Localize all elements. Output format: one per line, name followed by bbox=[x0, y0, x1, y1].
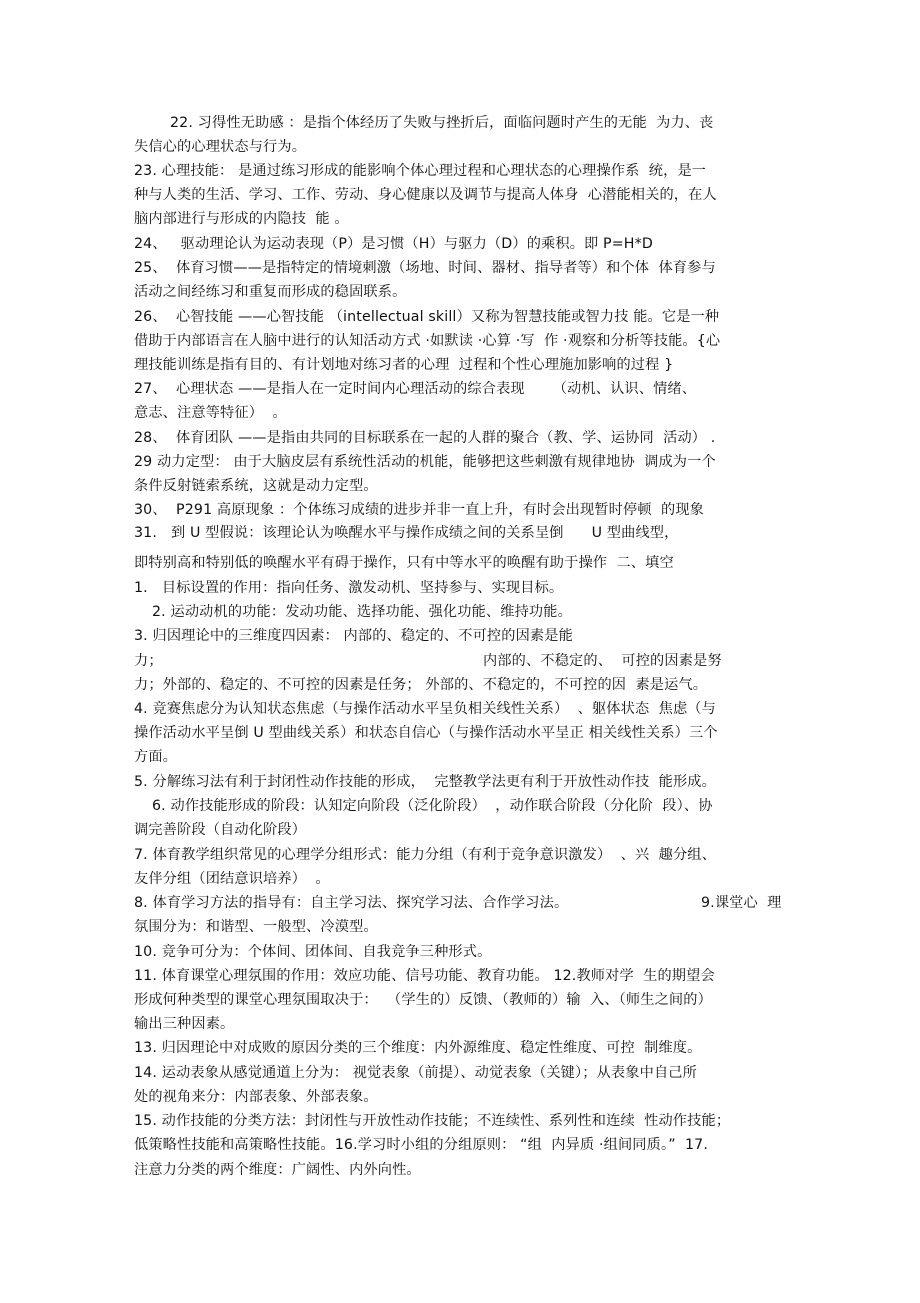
text-line: 8. 体育学习方法的指导有：自主学习法、探究学习法、合作学习法。 bbox=[134, 895, 569, 911]
text-line: 24、 驱动理论认为运动表现（P）是习惯（H）与驱力（D）的乘积。即 P=H*D bbox=[134, 236, 653, 252]
text-line: 27、 心理状态 ——是指人在一定时间内心理活动的综合表现 （动机、认识、情绪、 bbox=[134, 381, 697, 397]
text-line: 1. 目标设置的作用：指向任务、激发动机、坚持参与、实现目标。 bbox=[134, 580, 564, 596]
text-line: 种与人类的生活、学习、工作、劳动、身心健康以及调节与提高人体身 心潜能相关的，在人 bbox=[134, 187, 717, 203]
text-line: 22. 习得性无助感 ：是指个体经历了失败与挫折后，面临问题时产生的无能 为力、丧 bbox=[170, 115, 714, 131]
text-line: 形成何种类型的课堂心理氛围取决于： （学生的）反馈、（教师的）输 入、（师生之间的） bbox=[134, 992, 712, 1008]
text-line: 意志、注意等特征） 。 bbox=[134, 405, 287, 421]
text-line: 操作活动水平呈倒 U 型曲线关系）和状态自信心（与操作活动水平呈正 相关线性关系）三个 bbox=[134, 725, 718, 741]
text-line: 内部的、不稳定的、 可控的因素是努 bbox=[483, 653, 722, 669]
text-line: 30、 P291 高原现象 ：个体练习成绩的进步并非一直上升，有时会出现暂时停顿 的现象 bbox=[134, 502, 705, 518]
text-line: 低策略性技能和高策略性技能。16.学习时小组的分组原则： “组 内异质 ·组间同质。” 17. bbox=[134, 1137, 709, 1153]
text-line: 力； bbox=[134, 653, 163, 669]
text-line: 3. 归因理论中的三维度四因素： 内部的、稳定的、不可控的因素是能 bbox=[134, 628, 573, 644]
text-line: 28、 体育团队 ——是指由共同的目标联系在一起的人群的聚合（教、学、运协同 活动） . bbox=[134, 430, 716, 446]
text-line: 25、 体育习惯——是指特定的情境刺激（场地、时间、器材、指导者等）和个体 体育参与 bbox=[134, 260, 716, 276]
text-line: 26、 心智技能 ——心智技能 （intellectual skill）又称为智慧技能或智力技 能。它是一种 bbox=[134, 309, 720, 325]
text-line: 输出三种因素。 bbox=[134, 1016, 235, 1032]
text-line: 处的视角来分：内部表象、外部表象。 bbox=[134, 1089, 378, 1105]
text-line: 氛围分为：和谐型、一般型、冷漠型。 bbox=[134, 919, 378, 935]
text-line: 即特别高和特别低的唤醒水平有碍于操作，只有中等水平的唤醒有助于操作 二、填空 bbox=[134, 555, 674, 571]
text-line: 10. 竞争可分为：个体间、团体间、自我竞争三种形式。 bbox=[134, 944, 492, 960]
text-line: 力；外部的、稳定的、不可控的因素是任务； 外部的、不稳定的，不可控的因 素是运气。 bbox=[134, 677, 708, 693]
text-line: 5. 分解练习法有利于封闭性动作技能的形成， 完整教学法更有利于开放性动作技 能形成。 bbox=[134, 774, 716, 790]
text-line: 7. 体育教学组织常见的心理学分组形式：能力分组（有利于竞争意识激发） 、兴 趣分组、 bbox=[134, 847, 716, 863]
text-line: 2. 运动动机的功能：发动功能、选择功能、强化功能、维持功能。 bbox=[152, 604, 572, 620]
text-line: 注意力分类的两个维度：广阔性、内外向性。 bbox=[134, 1162, 421, 1178]
text-line: 11. 体育课堂心理氛围的作用：效应功能、信号功能、教育功能。 12.教师对学 生的期望会 bbox=[134, 968, 715, 984]
text-line: 条件反射链索系统，这就是动力定型。 bbox=[134, 478, 378, 494]
text-line: 调完善阶段（自动化阶段） bbox=[134, 822, 307, 838]
text-line: 29 动力定型： 由于大脑皮层有系统性活动的机能，能够把这些刺激有规律地协 调成为一个 bbox=[134, 454, 716, 470]
text-line: 14. 运动表象从感觉通道上分为： 视觉表象（前提）、动觉表象（关键）；从表象中自己所 bbox=[134, 1065, 697, 1081]
text-line: 脑内部进行与形成的内隐技 能 。 bbox=[134, 211, 349, 227]
text-line: 失信心的心理状态与行为。 bbox=[134, 139, 307, 155]
text-line: 6. 动作技能形成的阶段：认知定向阶段（泛化阶段） ，动作联合阶段（分化阶 段）、协 bbox=[152, 798, 713, 814]
text-line: 31. 到 U 型假说：该理论认为唤醒水平与操作成绩之间的关系呈倒 U 型曲线型， bbox=[134, 525, 679, 541]
text-line: 理技能训练是指有目的、有计划地对练习者的心理 过程和个性心理施加影响的过程 } bbox=[134, 357, 674, 373]
text-line: 13. 归因理论中对成败的原因分类的三个维度：内外源维度、稳定性维度、可控 制维度。 bbox=[134, 1040, 702, 1056]
text-line: 9.课堂心 理 bbox=[701, 895, 782, 911]
text-line: 15. 动作技能的分类方法：封闭性与开放性动作技能；不连续性、系列性和连续 性动作技能； bbox=[134, 1113, 731, 1129]
text-line: 活动之间经练习和重复而形成的稳固联系。 bbox=[134, 284, 407, 300]
text-line: 借助于内部语言在人脑中进行的认知活动方式 ·如默读 ·心算 ·写 作 ·观察和分析等技能。{心 bbox=[134, 333, 721, 349]
text-line: 友伴分组（团结意识培养） 。 bbox=[134, 871, 330, 887]
text-line: 4. 竞赛焦虑分为认知状态焦虑（与操作活动水平呈负相关线性关系） 、躯体状态 焦虑（与 bbox=[134, 701, 716, 717]
text-line: 方面。 bbox=[134, 749, 178, 765]
text-line: 23. 心理技能： 是通过练习形成的能影响个体心理过程和心理状态的心理操作系 统，是一 bbox=[134, 163, 707, 179]
